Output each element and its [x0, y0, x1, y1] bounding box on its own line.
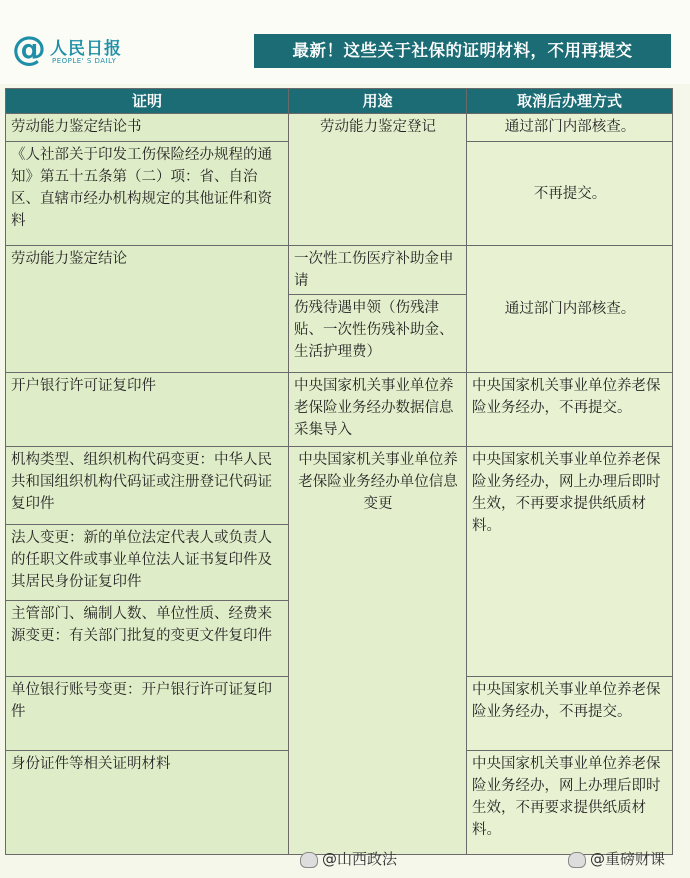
cell-purpose: 伤残待遇申领（伤残津贴、一次性伤残补助金、生活护理费）	[289, 295, 467, 373]
cell-certificate: 开户银行许可证复印件	[6, 373, 289, 447]
header	[0, 0, 690, 84]
header-method: 取消后办理方式	[467, 89, 673, 114]
cell-certificate: 身份证件等相关证明材料	[6, 751, 289, 855]
cell-certificate: 法人变更：新的单位法定代表人或负责人的任职文件或事业单位法人证书复印件及其居民身份证复印件	[6, 525, 289, 601]
cell-purpose: 劳动能力鉴定登记	[289, 114, 467, 246]
cell-method: 通过部门内部核查。	[467, 246, 673, 373]
page-title: 最新！这些关于社保的证明材料，不用再提交	[254, 34, 671, 68]
cell-method: 中央国家机关事业单位养老保险业务经办，不再提交。	[467, 373, 673, 447]
source-watermark	[568, 848, 665, 869]
cell-certificate: 主管部门、编制人数、单位性质、经费来源变更：有关部门批复的变更文件复印件	[6, 601, 289, 677]
cell-method: 通过部门内部核查。	[467, 114, 673, 142]
source-name: @重磅财课	[590, 850, 666, 868]
cell-certificate: 机构类型、组织机构代码变更：中华人民共和国组织机构代码证或注册登记代码证复印件	[6, 447, 289, 525]
table-row	[6, 114, 673, 142]
cell-method: 不再提交。	[467, 142, 673, 246]
cell-method: 中央国家机关事业单位养老保险业务经办，不再提交。	[467, 677, 673, 751]
logo-english-text: PEOPLE' S DAILY	[52, 57, 117, 65]
source-name: @山西政法	[322, 850, 398, 868]
cell-certificate: 劳动能力鉴定结论书	[6, 114, 289, 142]
watermark-footer	[300, 848, 690, 876]
certificate-table	[5, 88, 673, 855]
cell-purpose: 一次性工伤医疗补助金申请	[289, 246, 467, 295]
cell-certificate: 《人社部关于印发工伤保险经办规程的通知》第五十五条第（二）项：省、自治区、直辖市经办机构规定的其他证件和资料	[6, 142, 289, 246]
cell-method: 中央国家机关事业单位养老保险业务经办，网上办理后即时生效，不再要求提供纸质材料。	[467, 447, 673, 677]
header-certificate: 证明	[6, 89, 289, 114]
cell-certificate: 劳动能力鉴定结论	[6, 246, 289, 373]
table-header-row	[6, 89, 673, 114]
source-watermark	[300, 848, 397, 869]
table-row	[6, 246, 673, 295]
weibo-icon	[300, 852, 318, 868]
cell-purpose: 中央国家机关事业单位养老保险业务经办数据信息采集导入	[289, 373, 467, 447]
cell-purpose: 中央国家机关事业单位养老保险业务经办单位信息变更	[289, 447, 467, 855]
table-row	[6, 373, 673, 447]
logo-chinese-text: 人民日报	[50, 39, 122, 59]
weibo-icon	[568, 852, 586, 868]
header-purpose: 用途	[289, 89, 467, 114]
peoples-daily-logo	[12, 30, 152, 70]
cell-method: 中央国家机关事业单位养老保险业务经办，网上办理后即时生效，不再要求提供纸质材料。	[467, 751, 673, 855]
cell-certificate: 单位银行账号变更：开户银行许可证复印件	[6, 677, 289, 751]
table-row	[6, 447, 673, 525]
logo-at-icon: @	[12, 29, 46, 69]
